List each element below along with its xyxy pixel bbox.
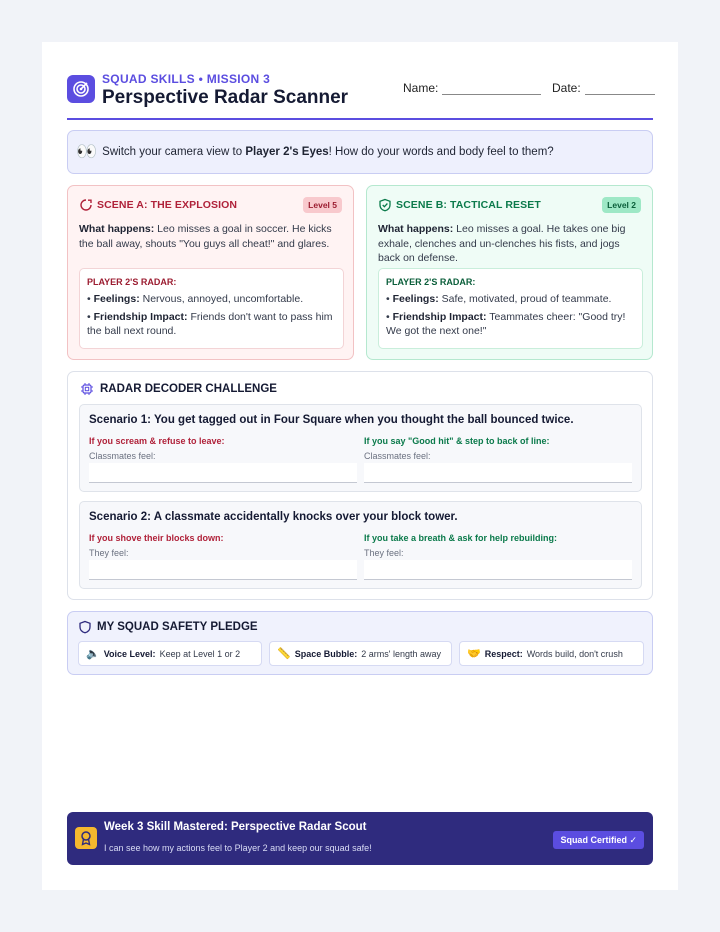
handshake-icon: 🤝 xyxy=(467,648,481,660)
answer-input[interactable] xyxy=(89,560,357,580)
date-label: Date: xyxy=(552,81,581,95)
worksheet-page xyxy=(42,42,678,890)
pledge-label: Voice Level: xyxy=(103,648,156,659)
pledge-chip-space xyxy=(269,641,452,666)
mission-kicker: SQUAD SKILLS • MISSION 3 xyxy=(102,72,271,86)
scene-a-title: SCENE A: THE EXPLOSION xyxy=(97,199,238,211)
scenario-1-bad-option xyxy=(89,436,357,483)
ruler-icon: 📏 xyxy=(277,648,291,660)
bad-option-label: If you shove their blocks down: xyxy=(89,533,224,543)
date-field[interactable] xyxy=(552,81,655,95)
pledge-text: Keep at Level 1 or 2 xyxy=(159,648,241,659)
alert-circle-icon xyxy=(79,198,93,212)
good-option-label: If you say "Good hit" & step to back of line: xyxy=(364,436,550,446)
shield-icon xyxy=(78,620,92,634)
pledge-text: 2 arms' length away xyxy=(361,648,441,659)
scene-b-impact: • Friendship Impact: Teammates cheer: "Good try! We got the next one!" xyxy=(386,311,626,337)
instruction-text: Switch your camera view to Player 2's Eyes! How do your words and body feel to them? xyxy=(102,146,554,158)
scenario-2-bad-option xyxy=(89,533,357,580)
scenario-1-good-option xyxy=(364,436,632,483)
bad-option-label: If you scream & refuse to leave: xyxy=(89,436,225,446)
scene-a-impact: • Friendship Impact: Friends don't want to pass him the ball next round. xyxy=(87,311,333,337)
page-title: Perspective Radar Scanner xyxy=(102,87,349,108)
scene-b-description: What happens: Leo misses a goal. He takes one big exhale, clenches and un-clenches his fists, and jogs back on defense. xyxy=(378,223,626,264)
scene-a-feelings: • Feelings: Nervous, annoyed, uncomfortable. xyxy=(87,293,304,305)
name-label: Name: xyxy=(403,81,439,95)
feel-label: They feel: xyxy=(364,548,404,558)
name-field[interactable] xyxy=(403,81,541,95)
squad-certified-badge: Squad Certified ✓ xyxy=(553,831,644,849)
scene-b-radar-box xyxy=(378,268,643,349)
pledge-text: Words build, don't crush xyxy=(526,648,623,659)
scene-b-title: SCENE B: TACTICAL RESET xyxy=(396,199,541,211)
answer-input[interactable] xyxy=(364,560,632,580)
header xyxy=(67,70,653,120)
scenario-2-good-option xyxy=(364,533,632,580)
pledge-title: MY SQUAD SAFETY PLEDGE xyxy=(97,621,258,633)
instruction-banner xyxy=(67,130,653,174)
award-medal-icon xyxy=(75,827,97,849)
decoder-title: RADAR DECODER CHALLENGE xyxy=(100,383,277,395)
scenario-title: Scenario 2: A classmate accidentally knocks over your block tower. xyxy=(89,511,458,523)
answer-input[interactable] xyxy=(89,463,357,483)
header-divider xyxy=(67,118,653,120)
worksheet-content xyxy=(67,42,653,890)
instruction-highlight: Player 2's Eyes xyxy=(245,146,329,158)
answer-input[interactable] xyxy=(364,463,632,483)
scene-a-radar-box xyxy=(79,268,344,349)
scene-a-description: What happens: Leo misses a goal in soccer. He kicks the ball away, shouts "You guys all cheat!" and glares. xyxy=(79,223,332,250)
shield-check-icon xyxy=(378,198,392,212)
scene-b-feelings: • Feelings: Safe, motivated, proud of teammate. xyxy=(386,293,612,305)
footer-subtitle: I can see how my actions feel to Player 2 and keep our squad safe! xyxy=(104,843,372,853)
scene-b-radar-title: PLAYER 2'S RADAR: xyxy=(386,277,476,287)
feel-label: Classmates feel: xyxy=(89,451,156,461)
pledge-label: Respect: xyxy=(484,648,523,659)
pledge-label: Space Bubble: xyxy=(294,648,358,659)
radar-decoder-section xyxy=(67,371,653,600)
good-option-label: If you take a breath & ask for help rebuilding: xyxy=(364,533,558,543)
scene-a-radar-title: PLAYER 2'S RADAR: xyxy=(87,277,177,287)
radar-target-icon xyxy=(67,75,95,103)
speaker-icon: 🔈 xyxy=(86,648,100,660)
mastery-footer xyxy=(67,812,653,865)
cpu-chip-icon xyxy=(80,382,94,396)
feel-label: They feel: xyxy=(89,548,129,558)
name-line[interactable] xyxy=(442,81,541,95)
scene-b-level-badge: Level 2 xyxy=(602,197,641,213)
scenario-card xyxy=(79,404,642,492)
feel-label: Classmates feel: xyxy=(364,451,431,461)
scene-a-level-badge: Level 5 xyxy=(303,197,342,213)
eyes-icon: 👀 xyxy=(76,142,96,161)
scenario-title: Scenario 1: You get tagged out in Four Square when you thought the ball bounced twice. xyxy=(89,414,574,426)
scene-b-card xyxy=(366,185,653,360)
pledge-chip-respect xyxy=(459,641,644,666)
scene-a-card xyxy=(67,185,354,360)
pledge-chip-voice xyxy=(78,641,262,666)
date-line[interactable] xyxy=(585,81,655,95)
footer-title: Week 3 Skill Mastered: Perspective Radar Scout xyxy=(104,821,367,833)
squad-pledge-section xyxy=(67,611,653,675)
scenario-card xyxy=(79,501,642,589)
